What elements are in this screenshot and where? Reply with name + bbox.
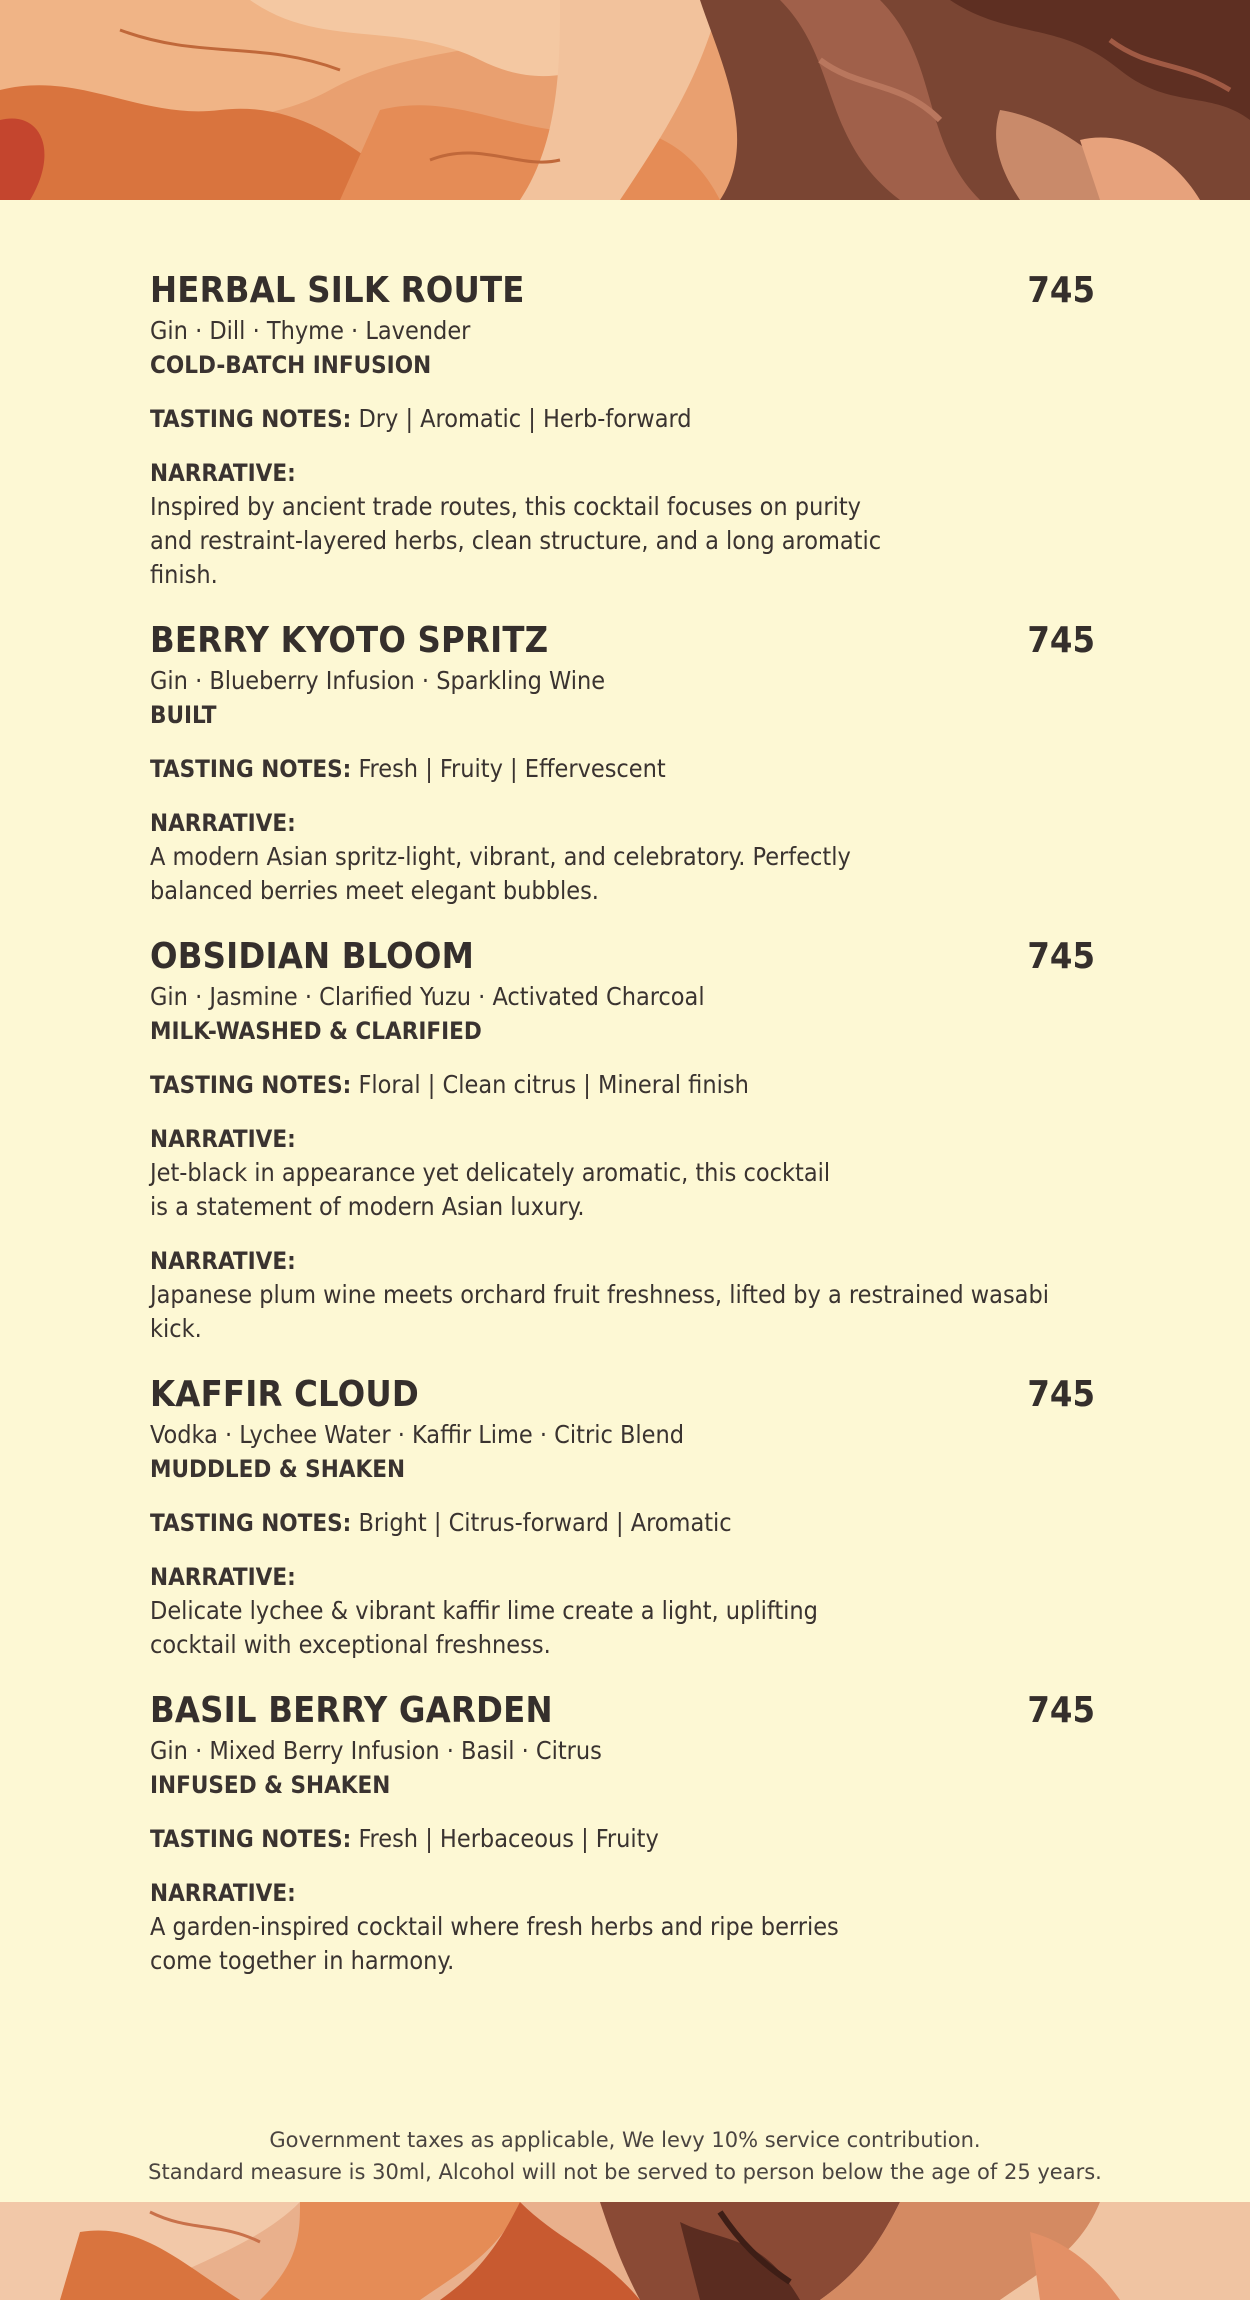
narrative-text: Jet-black in appearance yet delicately aromatic, this cocktail is a statement of modern Asian luxury.: [150, 1158, 831, 1221]
narrative-label: NARRATIVE:: [150, 1247, 296, 1275]
item-tasting-notes: [150, 752, 1100, 786]
bottom-floral-banner: [0, 2202, 1250, 2300]
item-method: MUDDLED & SHAKEN: [150, 1455, 406, 1483]
narrative-text: Japanese plum wine meets orchard fruit freshness, lifted by a restrained wasabi kick.: [150, 1280, 1049, 1343]
item-name: KAFFIR CLOUD: [150, 1374, 419, 1415]
item-ingredients: Gin · Blueberry Infusion · Sparkling Wine: [150, 666, 606, 695]
item-method: COLD-BATCH INFUSION: [150, 351, 432, 379]
cocktail-menu: [150, 268, 1100, 2004]
menu-item-basil-berry-garden: [150, 1688, 1100, 1978]
item-narrative: [150, 456, 900, 592]
item-ingredients: Vodka · Lychee Water · Kaffir Lime · Citric Blend: [150, 1420, 685, 1449]
narrative-label: NARRATIVE:: [150, 459, 296, 487]
tasting-notes-text: Fresh | Herbaceous | Fruity: [358, 1824, 659, 1853]
tasting-notes-label: TASTING NOTES:: [150, 1509, 352, 1537]
item-ingredients: Gin · Dill · Thyme · Lavender: [150, 316, 471, 345]
footer-disclaimer: [0, 2124, 1250, 2188]
item-price: 745: [1027, 620, 1095, 661]
narrative-text: Delicate lychee & vibrant kaffir lime create a light, uplifting cocktail with exceptional freshness.: [150, 1596, 818, 1659]
item-narrative: [150, 1876, 850, 1978]
menu-item-obsidian-bloom: [150, 934, 1100, 1346]
tasting-notes-text: Floral | Clean citrus | Mineral finish: [358, 1070, 749, 1099]
item-tasting-notes: [150, 1822, 1100, 1856]
narrative-text: A garden-inspired cocktail where fresh herbs and ripe berries come together in harmony.: [150, 1912, 839, 1975]
narrative-label: NARRATIVE:: [150, 809, 296, 837]
narrative-text: A modern Asian spritz-light, vibrant, and celebratory. Perfectly balanced berries meet elegant bubbles.: [150, 842, 851, 905]
item-method: INFUSED & SHAKEN: [150, 1771, 391, 1799]
item-price: 745: [1027, 270, 1095, 311]
menu-item-herbal-silk-route: [150, 268, 1100, 592]
tasting-notes-text: Dry | Aromatic | Herb-forward: [358, 404, 692, 433]
item-price: 745: [1027, 1374, 1095, 1415]
top-floral-banner: [0, 0, 1250, 200]
tasting-notes-label: TASTING NOTES:: [150, 1071, 352, 1099]
menu-item-berry-kyoto-spritz: [150, 618, 1100, 908]
item-name: BERRY KYOTO SPRITZ: [150, 620, 549, 661]
item-narrative: [150, 1122, 850, 1224]
narrative-label: NARRATIVE:: [150, 1879, 296, 1907]
tasting-notes-label: TASTING NOTES:: [150, 755, 352, 783]
tasting-notes-text: Bright | Citrus-forward | Aromatic: [358, 1508, 732, 1537]
item-method: BUILT: [150, 701, 217, 729]
tasting-notes-label: TASTING NOTES:: [150, 1825, 352, 1853]
item-tasting-notes: [150, 1506, 1100, 1540]
item-price: 745: [1027, 936, 1095, 977]
narrative-label: NARRATIVE:: [150, 1125, 296, 1153]
tasting-notes-label: TASTING NOTES:: [150, 405, 352, 433]
menu-item-kaffir-cloud: [150, 1372, 1100, 1662]
item-tasting-notes: [150, 1068, 1100, 1102]
item-narrative: [150, 1560, 900, 1662]
item-method: MILK-WASHED & CLARIFIED: [150, 1017, 482, 1045]
item-name: HERBAL SILK ROUTE: [150, 270, 525, 311]
footer-tax-note: Government taxes as applicable, We levy 10% service contribution.: [269, 2128, 981, 2152]
narrative-text: Inspired by ancient trade routes, this cocktail focuses on purity and restraint-layered herbs, clean structure, and a long aromatic finish.: [150, 492, 882, 589]
tasting-notes-text: Fresh | Fruity | Effervescent: [358, 754, 666, 783]
item-name: OBSIDIAN BLOOM: [150, 936, 475, 977]
item-ingredients: Gin · Jasmine · Clarified Yuzu · Activated Charcoal: [150, 982, 705, 1011]
footer-age-note: Standard measure is 30ml, Alcohol will not be served to person below the age of 25 years.: [148, 2160, 1102, 2184]
item-tasting-notes: [150, 402, 1100, 436]
item-extra-narrative: [150, 1244, 1100, 1346]
narrative-label: NARRATIVE:: [150, 1563, 296, 1591]
item-price: 745: [1027, 1690, 1095, 1731]
item-name: BASIL BERRY GARDEN: [150, 1690, 553, 1731]
item-ingredients: Gin · Mixed Berry Infusion · Basil · Citrus: [150, 1736, 602, 1765]
item-narrative: [150, 806, 950, 908]
